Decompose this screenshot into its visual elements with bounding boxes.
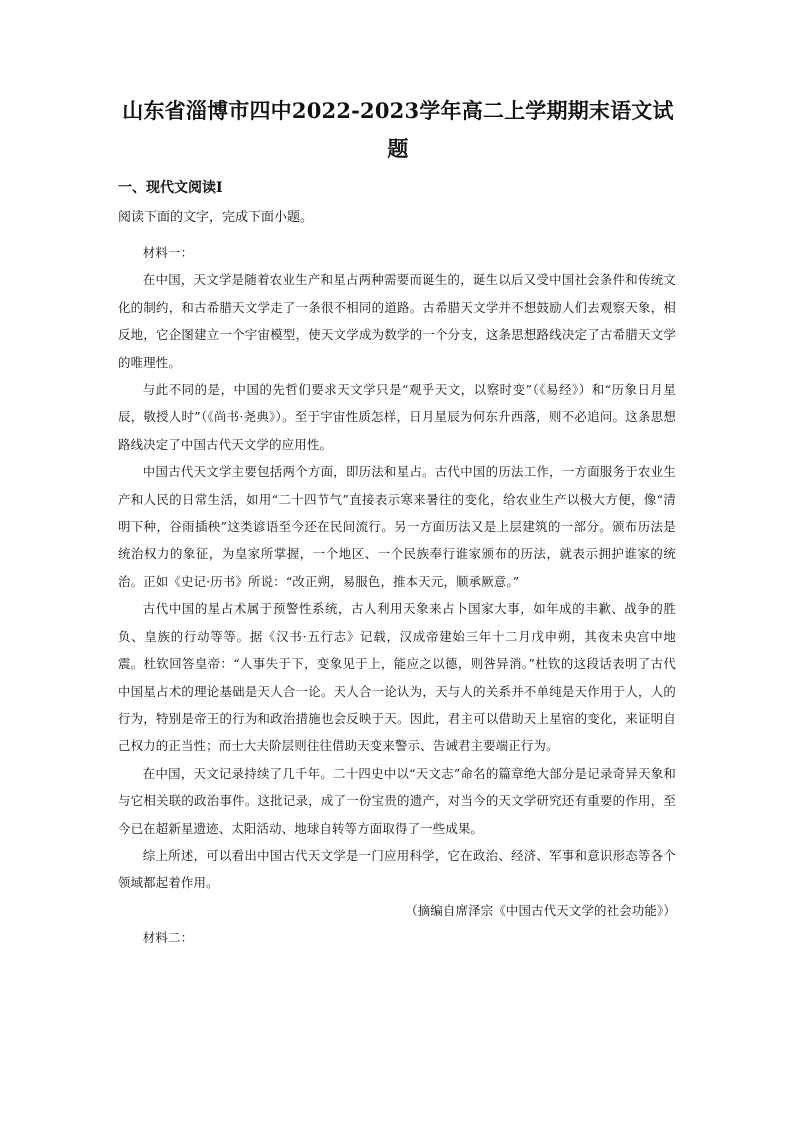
document-title: 山东省淄博市四中2022-2023学年高二上学期期末语文试题	[122, 98, 674, 161]
paragraph-4: 古代中国的星占术属于预警性系统，古人利用天象来占卜国家大事，如年成的丰歉、战争的胜负、皇族的行动等等。据《汉书·五行志》记载，汉成帝建始三年十二月戊申朔，其夜未央宫中地震。杜钦回答皇帝：“人事失于下，变象见于上，能应之以德，则咎异消。”杜钦的这段话表明了古代中国星占术的理论基础是天人合一论。天人合一论认为，天与人的关系并不单纯是天作用于人，人的行为，特别是帝王的行为和政治措施也会反映于天。因此，君主可以借助天上星宿的变化，来证明自己权力的正当性；而士大夫阶层则往往借助天变来警示、告诫君主要端正行为。	[118, 601, 676, 754]
material-two-label: 材料二：	[142, 930, 194, 946]
passage-body	[118, 239, 676, 952]
paragraph-6: 综上所述，可以看出中国古代天文学是一门应用科学，它在政治、经济、军事和意识形态等各个领域都起着作用。	[118, 847, 676, 891]
paragraph-2: 与此不同的是，中国的先哲们要求天文学只是“观乎天文，以察时变”（《易经》）和“历象日月星辰，敬授人时”（《尚书·尧典》）。至于宇宙性质怎样，日月星辰为何东升西落，则不必追问。这条思想路线决定了中国古代天文学的应用性。	[118, 382, 676, 452]
paragraph-5: 在中国，天文记录持续了几千年。二十四史中以“天文志”命名的篇章绝大部分是记录奇异天象和与它相关联的政治事件。这批记录，成了一份宝贵的遗产，对当今的天文学研究还有重要的作用，至今已在超新星遗迹、太阳活动、地球自转等方面取得了一些成果。	[118, 765, 676, 836]
reading-instruction: 阅读下面的文字，完成下面小题。	[118, 210, 314, 225]
section-heading: 一、现代文阅读Ⅰ	[118, 180, 223, 196]
material-one-label: 材料一：	[142, 245, 194, 260]
paragraph-1: 在中国，天文学是随着农业生产和星占两种需要而诞生的，诞生以后又受中国社会条件和传统文化的制约，和古希腊天文学走了一条很不相同的道路。古希腊天文学并不想鼓励人们去观察天象，相反地，它企图建立一个宇宙模型，使天文学成为数学的一个分支，这条思想路线决定了古希腊天文学的唯理性。	[118, 272, 676, 370]
paragraph-3: 中国古代天文学主要包括两个方面，即历法和星占。古代中国的历法工作，一方面服务于农业生产和人民的日常生活，如用“二十四节气”直接表示寒来暑往的变化，给农业生产以极大方便，像“清明下种，谷雨插秧”这类谚语至今还在民间流行。另一方面历法又是上层建筑的一部分。颁布历法是统治权力的象征，为皇家所掌握，一个地区、一个民族奉行谁家颁布的历法，就表示拥护谁家的统治。正如《史记·历书》所说：“改正朔，易服色，推本天元，顺承厥意。”	[118, 464, 676, 589]
source-citation: （摘编自席泽宗《中国古代天文学的社会功能》）	[405, 902, 676, 918]
